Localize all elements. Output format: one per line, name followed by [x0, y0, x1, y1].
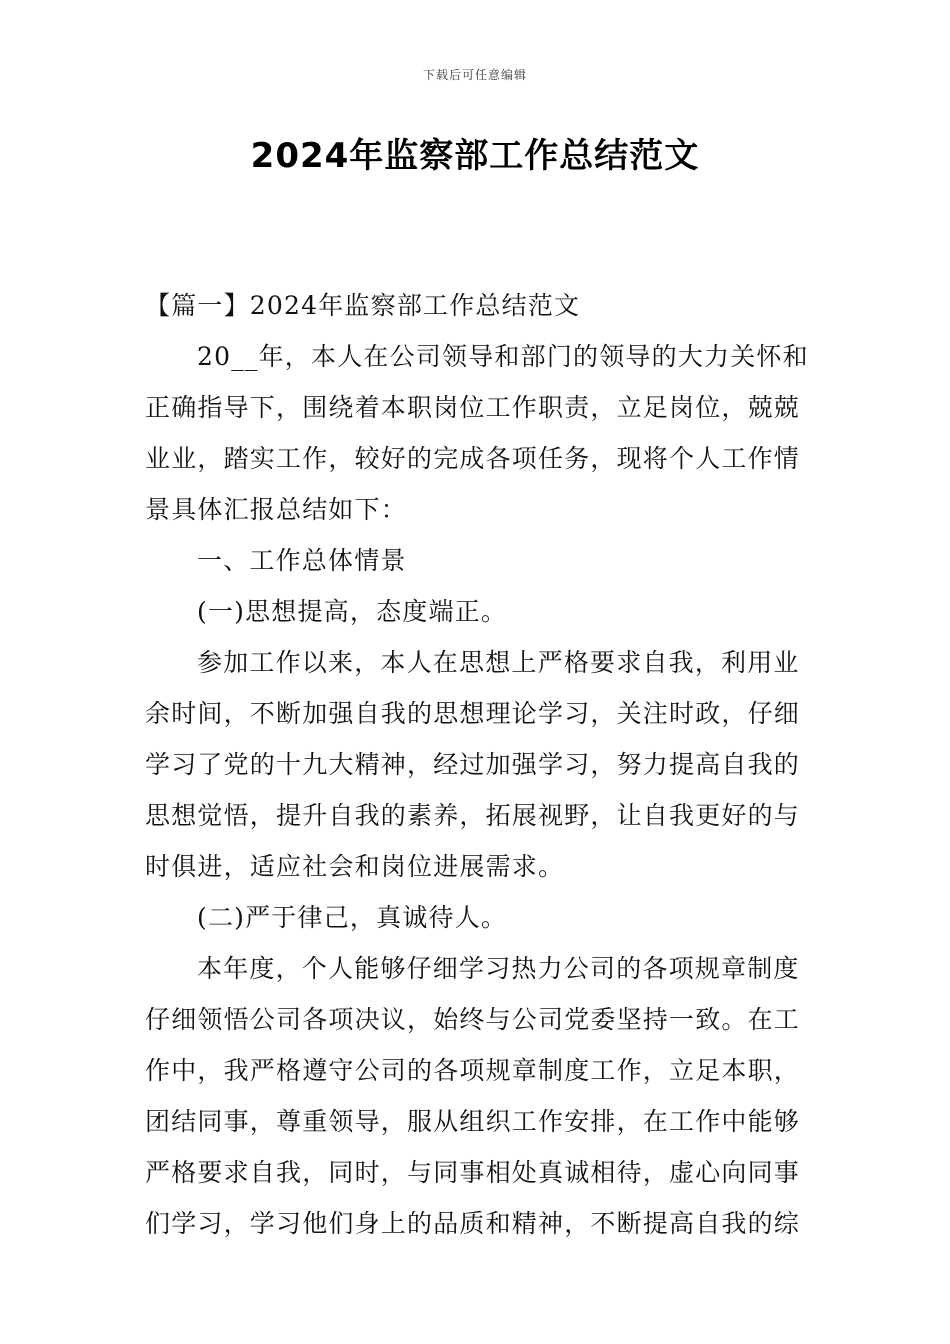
- paragraph-line: 本年度，个人能够仔细学习热力公司的各项规章制度: [197, 954, 800, 983]
- subheading-line: (一)思想提高，态度端正。: [197, 597, 508, 626]
- paragraph-line: 余时间，不断加强自我的思想理论学习，关注时政，仔细: [145, 699, 801, 728]
- subheading-line: 一、工作总体情景: [197, 546, 407, 575]
- document-title: 2024年监察部工作总结范文: [250, 136, 700, 176]
- paragraph-line: 作中，我严格遵守公司的各项规章制度工作，立足本职，: [145, 1056, 801, 1085]
- paragraph-line: 严格要求自我，同时，与同事相处真诚相待，虚心向同事: [145, 1158, 801, 1187]
- paragraph-line: 思想觉悟，提升自我的素养，拓展视野，让自我更好的与: [145, 801, 801, 830]
- paragraph-line: 参加工作以来，本人在思想上严格要求自我，利用业: [197, 648, 800, 677]
- section-heading: 【篇一】2024年监察部工作总结范文: [145, 291, 581, 320]
- paragraph-line: 学习了党的十九大精神，经过加强学习，努力提高自我的: [145, 750, 801, 779]
- paragraph-line: 景具体汇报总结如下：: [145, 495, 408, 524]
- paragraph-line: 团结同事，尊重领导，服从组织工作安排，在工作中能够: [145, 1107, 801, 1136]
- paragraph-line: 业业，踏实工作，较好的完成各项任务，现将个人工作情: [145, 444, 801, 473]
- paragraph-line: 正确指导下，围绕着本职岗位工作职责，立足岗位，兢兢: [145, 393, 801, 422]
- header-note: 下载后可任意编辑: [422, 68, 527, 82]
- paragraph-line: 时俱进，适应社会和岗位进展需求。: [145, 852, 565, 881]
- subheading-line: (二)严于律己，真诚待人。: [197, 903, 508, 932]
- paragraph-line: 仔细领悟公司各项决议，始终与公司党委坚持一致。在工: [145, 1005, 801, 1034]
- paragraph-line: 们学习，学习他们身上的品质和精神，不断提高自我的综: [145, 1209, 801, 1238]
- paragraph-line: 20__年，本人在公司领导和部门的领导的大力关怀和: [197, 342, 809, 371]
- document-body: [145, 280, 810, 1249]
